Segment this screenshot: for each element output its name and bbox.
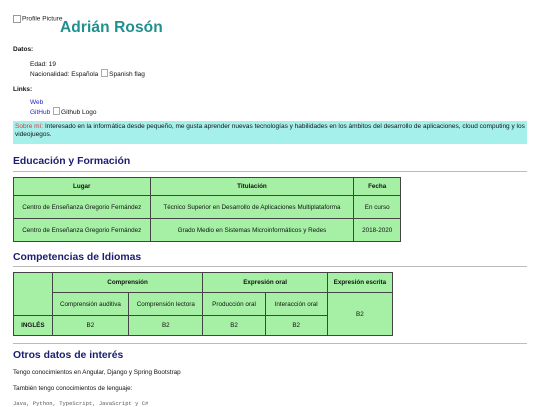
table-cell: En curso <box>354 196 401 219</box>
table-cell: 2018-2020 <box>354 219 401 242</box>
divider <box>13 343 527 344</box>
table-row <box>14 219 401 242</box>
broken-image-icon <box>13 15 21 23</box>
web-link[interactable]: Web <box>30 99 44 106</box>
languages-heading: Competencias de Idiomas <box>13 252 142 263</box>
edad-text: Edad: 19 <box>30 61 57 68</box>
links-label: Links: <box>13 86 33 93</box>
links-list <box>30 99 96 116</box>
github-logo-alt: Github Logo <box>61 108 97 116</box>
table-cell: Técnico Superior en Desarrollo de Aplicaciones Multiplataforma <box>150 196 354 219</box>
table-subheader-row <box>14 293 393 316</box>
about-text: Interesado en la informática desde pequeño, me gusta aprender nuevas tecnologías y habilidades en los ámbitos del desarrollo de aplicaciones, cloud computing y los videojuegos. <box>15 123 525 138</box>
page-title: Adrián Rosón <box>60 19 163 36</box>
table-cell: B2 <box>129 316 203 336</box>
divider <box>13 266 527 267</box>
profile-picture-alt: Profile Picture <box>22 15 63 23</box>
other-line-1: Tengo conocimientos en Angular, Django y Spring Bootstrap <box>13 369 181 376</box>
table-cell: B2 <box>327 293 392 336</box>
subheader-comprension-lectora: Comprensión lectora <box>129 293 203 316</box>
subheader-interaccion-oral: Interacción oral <box>265 293 327 316</box>
header-lugar: Lugar <box>14 178 151 196</box>
table-cell: Centro de Enseñanza Gregorio Fernández <box>14 196 151 219</box>
language-name: INGLÉS <box>14 316 53 336</box>
languages-table <box>13 272 393 336</box>
github-logo-icon <box>53 107 60 115</box>
about-box <box>13 121 527 144</box>
education-heading: Educación y Formación <box>13 156 131 167</box>
header-fecha: Fecha <box>354 178 401 196</box>
table-cell: B2 <box>265 316 327 336</box>
empty-corner-cell <box>14 273 53 316</box>
header-titulacion: Titulación <box>150 178 354 196</box>
table-cell: Centro de Enseñanza Gregorio Fernández <box>14 219 151 242</box>
github-link[interactable]: GitHub <box>30 108 51 116</box>
header-expresion-escrita: Expresión escrita <box>327 273 392 293</box>
datos-list <box>30 61 145 78</box>
education-table <box>13 177 401 242</box>
github-row <box>30 107 96 117</box>
flag-icon <box>101 69 108 77</box>
nacionalidad-text: Nacionalidad: Española <box>30 70 99 78</box>
other-line-3: Java, Python, TypeScript, JavaScript y C# <box>13 400 149 407</box>
profile-picture <box>13 15 62 23</box>
other-heading: Otros datos de interés <box>13 350 124 361</box>
header-expresion-oral: Expresión oral <box>203 273 327 293</box>
subheader-comprension-auditiva: Comprensión auditiva <box>52 293 128 316</box>
table-header-row <box>14 273 393 293</box>
nacionalidad-row <box>30 69 145 79</box>
subheader-produccion-oral: Producción oral <box>203 293 265 316</box>
other-line-2: También tengo conocimientos de lenguaje: <box>13 385 133 392</box>
table-cell: B2 <box>52 316 128 336</box>
table-header-row <box>14 178 401 196</box>
divider <box>13 171 527 172</box>
table-cell: B2 <box>203 316 265 336</box>
about-label: Sobre mí: <box>15 123 44 130</box>
table-cell: Grado Medio en Sistemas Microinformáticos y Redes <box>150 219 354 242</box>
flag-alt: Spanish flag <box>109 70 145 78</box>
header-comprension: Comprensión <box>52 273 203 293</box>
datos-label: Datos: <box>13 46 34 53</box>
table-row <box>14 196 401 219</box>
